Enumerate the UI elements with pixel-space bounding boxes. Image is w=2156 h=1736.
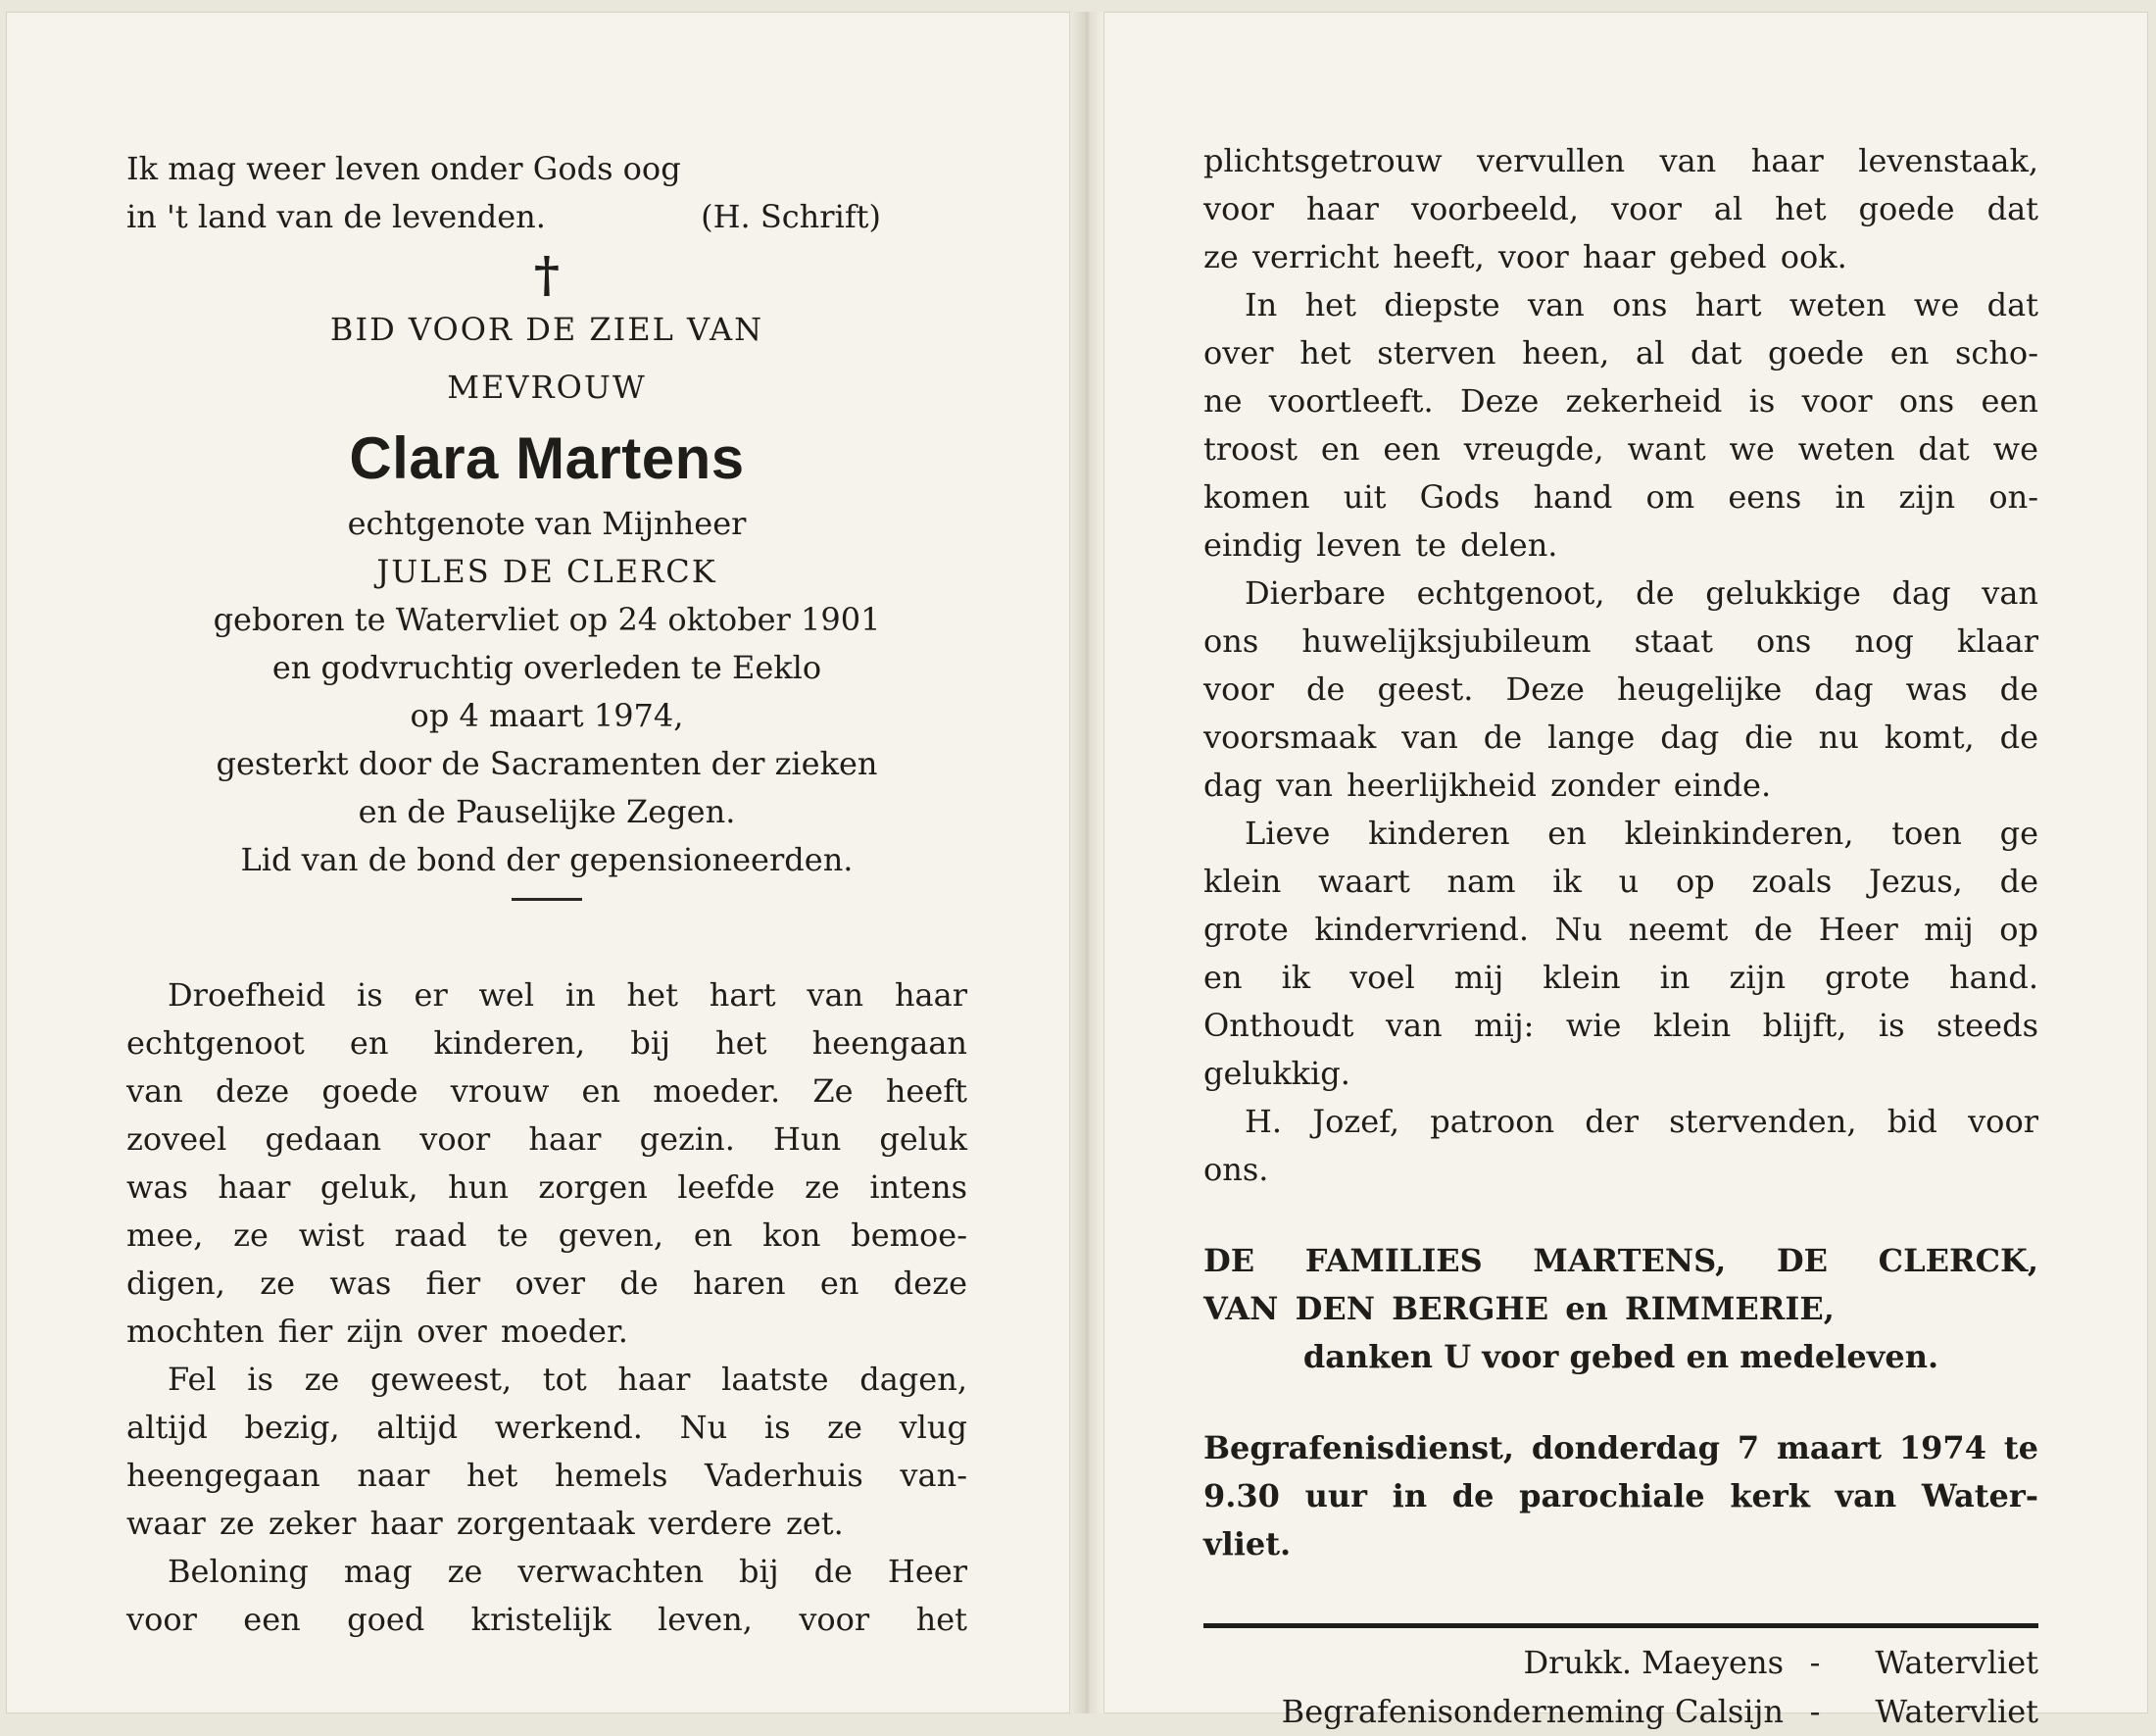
text-line: mee, ze wist raad te geven, en kon bemoe- bbox=[126, 1216, 967, 1254]
text-line: ze verricht heeft, voor haar gebed ook. bbox=[1203, 238, 1847, 275]
printer-city: Watervliet bbox=[1875, 1644, 2038, 1681]
printers-credits bbox=[1203, 1638, 2038, 1736]
printer-name: Drukk. Maeyens bbox=[1523, 1644, 1784, 1681]
text-line: Onthoudt van mij: wie klein blijft, is steeds bbox=[1203, 1007, 2038, 1044]
families-line: VAN DEN BERGHE en RIMMERIE, bbox=[1203, 1290, 1835, 1327]
paragraph-children bbox=[1203, 810, 2038, 1098]
text-line: gelukkig. bbox=[1203, 1055, 1350, 1092]
left-column bbox=[126, 145, 967, 1644]
membership-line: Lid van de bond der gepensioneerden. bbox=[240, 841, 854, 878]
paragraph-reward bbox=[126, 1548, 967, 1644]
right-column bbox=[1203, 137, 2038, 1736]
separator-dash: - bbox=[1809, 1644, 1821, 1681]
left-page bbox=[6, 12, 1070, 1713]
text-line: ons huwelijksjubileum staat ons nog klaar bbox=[1203, 622, 2038, 660]
text-line: mochten fier zijn over moeder. bbox=[126, 1313, 628, 1350]
text-line: van deze goede vrouw en moeder. Ze heeft bbox=[126, 1072, 967, 1110]
funeral-line: vliet. bbox=[1203, 1525, 1292, 1562]
text-line: over het sterven heen, al dat goede en scho- bbox=[1203, 334, 2038, 372]
funeral-notice bbox=[1203, 1424, 2038, 1568]
verse-line-2: in 't land van de levenden. bbox=[126, 198, 546, 235]
text-line: Fel is ze geweest, tot haar laatste dagen, bbox=[168, 1361, 967, 1398]
text-line: Droefheid is er wel in het hart van haar bbox=[168, 976, 967, 1014]
biographical-details bbox=[126, 500, 967, 884]
sacraments-line: gesterkt door de Sacramenten der zieken bbox=[216, 745, 878, 782]
families-thanks bbox=[1203, 1237, 2038, 1381]
undertaker-name: Begrafenisonderneming Calsijn bbox=[1281, 1693, 1784, 1730]
text-line: voor de geest. Deze heugelijke dag was de bbox=[1203, 670, 2038, 708]
text-line: plichtsgetrouw vervullen van haar levenstaak, bbox=[1203, 142, 2038, 179]
spouse-line: echtgenote van Mijnheer bbox=[347, 505, 747, 542]
text-line: echtgenoot en kinderen, bij het heengaan bbox=[126, 1024, 967, 1062]
thanks-line: danken U voor gebed en medeleven. bbox=[1302, 1338, 1939, 1375]
families-line: DE FAMILIES MARTENS, DE CLERCK, bbox=[1203, 1242, 2038, 1279]
undertaker-row bbox=[1203, 1687, 2038, 1736]
text-line: ons. bbox=[1203, 1151, 1269, 1188]
birth-line: geboren te Watervliet op 24 oktober 1901 bbox=[213, 601, 881, 638]
text-line: was haar geluk, hun zorgen leefde ze intens bbox=[126, 1168, 967, 1206]
spouse-name: JULES DE CLERCK bbox=[376, 553, 717, 590]
death-line: en godvruchtig overleden te Eeklo bbox=[271, 649, 822, 686]
printer-row bbox=[1203, 1638, 2038, 1687]
text-line: troost en een vreugde, want we weten dat we bbox=[1203, 430, 2038, 468]
right-page bbox=[1103, 12, 2148, 1730]
paragraph-prayer bbox=[1203, 1098, 2038, 1194]
text-line: altijd bezig, altijd werkend. Nu is ze vlug bbox=[126, 1409, 967, 1446]
verse-source: (H. Schrift) bbox=[701, 198, 881, 235]
blessing-line: en de Pauselijke Zegen. bbox=[358, 793, 736, 830]
text-line: zoveel gedaan voor haar gezin. Hun geluk bbox=[126, 1120, 967, 1158]
text-line: voorsmaak van de lange dag die nu komt, de bbox=[1203, 719, 2038, 756]
paragraph-certainty bbox=[1203, 281, 2038, 570]
text-line: komen uit Gods hand om eens in zijn on- bbox=[1203, 478, 2038, 516]
text-line: digen, ze was fier over de haren en deze bbox=[126, 1265, 967, 1302]
text-line: H. Jozef, patroon der stervenden, bid voor bbox=[1245, 1103, 2038, 1140]
text-line: Beloning mag ze verwachten bij de Heer bbox=[168, 1553, 967, 1590]
death-date-line: op 4 maart 1974, bbox=[410, 697, 684, 734]
paragraph-duty bbox=[1203, 137, 2038, 281]
divider bbox=[512, 898, 582, 901]
text-line: dag van heerlijkheid zonder einde. bbox=[1203, 767, 1772, 804]
text-line: klein waart nam ik u op zoals Jezus, de bbox=[1203, 863, 2038, 900]
deceased-name: Clara Martens bbox=[349, 425, 745, 491]
text-line: voor een goed kristelijk leven, voor het bbox=[126, 1601, 967, 1638]
text-line: ne voortleeft. Deze zekerheid is voor ons een bbox=[1203, 382, 2038, 420]
text-line: eindig leven te delen. bbox=[1203, 526, 1558, 564]
prayer-heading: BID VOOR DE ZIEL VAN bbox=[329, 311, 764, 348]
paragraph-grief bbox=[126, 971, 967, 1356]
paragraph-spouse bbox=[1203, 570, 2038, 810]
text-line: Lieve kinderen en kleinkinderen, toen ge bbox=[1245, 815, 2038, 852]
text-line: en ik voel mij klein in zijn grote hand. bbox=[1203, 959, 2038, 996]
text-line: heengegaan naar het hemels Vaderhuis van- bbox=[126, 1457, 967, 1494]
title-mevrouw: MEVROUW bbox=[447, 369, 647, 406]
funeral-line: 9.30 uur in de parochiale kerk van Water- bbox=[1203, 1477, 2038, 1514]
footer-rule bbox=[1203, 1623, 2038, 1628]
paragraph-life bbox=[126, 1356, 967, 1548]
text-line: grote kindervriend. Nu neemt de Heer mij op bbox=[1203, 911, 2038, 948]
undertaker-city: Watervliet bbox=[1875, 1693, 2038, 1730]
separator-dash: - bbox=[1809, 1693, 1821, 1730]
verse-line-1: Ik mag weer leven onder Gods oog bbox=[126, 150, 681, 187]
card-fold bbox=[1070, 12, 1103, 1713]
scripture-verse bbox=[126, 145, 967, 241]
text-line: Dierbare echtgenoot, de gelukkige dag van bbox=[1245, 574, 2038, 612]
cross-icon: † bbox=[533, 245, 561, 303]
text-line: waar ze zeker haar zorgentaak verdere zet. bbox=[126, 1505, 844, 1542]
text-line: voor haar voorbeeld, voor al het goede dat bbox=[1203, 190, 2038, 227]
text-line: In het diepste van ons hart weten we dat bbox=[1245, 286, 2038, 323]
funeral-line: Begrafenisdienst, donderdag 7 maart 1974 te bbox=[1203, 1429, 2038, 1466]
